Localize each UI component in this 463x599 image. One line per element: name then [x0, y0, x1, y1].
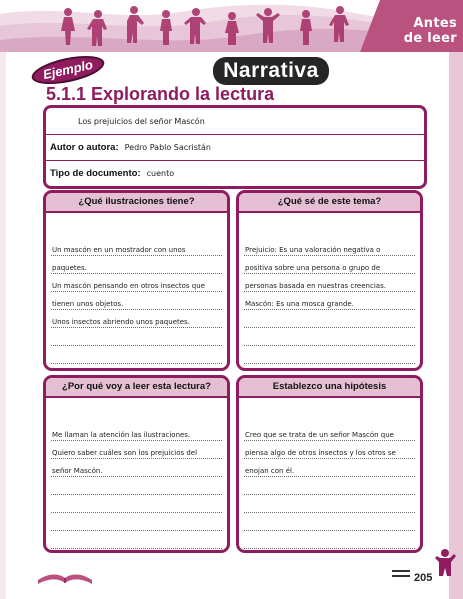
info-row-author — [46, 134, 424, 160]
reading-info-box — [43, 105, 427, 189]
hypothesis-line: enojan con él. — [245, 467, 295, 475]
ruled-line — [51, 512, 222, 513]
knowledge-line: personas basada en nuestras creencias. — [245, 282, 386, 290]
illustrations-line: Un mascón pensando en otros insectos que — [52, 282, 205, 290]
ruled-line — [51, 458, 222, 459]
left-margin-strip — [0, 52, 6, 599]
illustrations-panel — [43, 190, 230, 371]
ruled-line — [51, 273, 222, 274]
ruled-line — [244, 530, 415, 531]
genre-title: Narrativa — [213, 57, 329, 85]
knowledge-line: Mascón: Es una mosca grande. — [245, 300, 354, 308]
ruled-line — [51, 494, 222, 495]
section-title: 5.1.1 Explorando la lectura — [46, 84, 275, 104]
ruled-line — [51, 363, 222, 364]
info-row-doctype — [46, 160, 424, 186]
purpose-line: señor Mascón. — [52, 467, 103, 475]
right-margin-strip — [449, 52, 463, 599]
ruled-line — [51, 291, 222, 292]
hypothesis-line: Creo que se trata de un señor Mascón que — [245, 431, 394, 439]
page-number: 205 — [414, 572, 433, 584]
purpose-line: Quiero saber cuáles son los prejuicios del — [52, 449, 198, 457]
author-value: Pedro Pablo Sacristán — [124, 143, 211, 152]
illustrations-line: paquetes. — [52, 264, 87, 272]
info-row-title — [46, 108, 424, 134]
hypothesis-line: piensa algo de otros insectos y los otros se — [245, 449, 396, 457]
example-badge: Ejemplo — [29, 51, 106, 90]
ruled-line — [244, 309, 415, 310]
purpose-heading: ¿Por qué voy a leer esta lectura? — [46, 378, 227, 398]
ruled-line — [244, 345, 415, 346]
ruled-line — [244, 476, 415, 477]
illustrations-heading: ¿Qué ilustraciones tiene? — [46, 193, 227, 213]
purpose-body — [46, 398, 227, 551]
corner-label-line1: Antes — [413, 16, 457, 31]
ruled-line — [244, 512, 415, 513]
title-value: Los prejuicios del señor Mascón — [78, 116, 205, 126]
illustrations-body — [46, 213, 227, 369]
ruled-line — [51, 309, 222, 310]
hypothesis-heading: Establezco una hipótesis — [239, 378, 420, 398]
ruled-line — [244, 273, 415, 274]
ruled-line — [51, 327, 222, 328]
ruled-line — [244, 363, 415, 364]
ruled-line — [244, 327, 415, 328]
knowledge-heading: ¿Qué sé de este tema? — [239, 193, 420, 213]
hypothesis-body — [239, 398, 420, 551]
corner-label-line2: de leer — [403, 31, 457, 46]
knowledge-panel — [236, 190, 423, 371]
purpose-line: Me llaman la atención las ilustraciones. — [52, 431, 191, 439]
doctype-label: Tipo de documento: — [50, 168, 141, 179]
illustrations-line: Unos insectos abriendo unos paquetes. — [52, 318, 190, 326]
page-number-lines — [392, 570, 410, 582]
ruled-line — [51, 255, 222, 256]
knowledge-line: Prejuicio: Es una valoración negativa o — [245, 246, 381, 254]
doctype-value: cuento — [146, 169, 175, 178]
author-label: Autor o autora: — [50, 142, 119, 153]
hypothesis-panel — [236, 375, 423, 553]
ruled-line — [244, 494, 415, 495]
knowledge-body — [239, 213, 420, 369]
ruled-line — [51, 440, 222, 441]
knowledge-line: positiva sobre una persona o grupo de — [245, 264, 381, 272]
ruled-line — [51, 345, 222, 346]
children-silhouettes-banner — [0, 0, 463, 52]
ruled-line — [51, 530, 222, 531]
book-icon — [36, 562, 94, 586]
ruled-line — [244, 440, 415, 441]
ruled-line — [244, 548, 415, 549]
illustrations-line: Un mascón en un mostrador con unos — [52, 246, 186, 254]
ruled-line — [244, 255, 415, 256]
illustrations-line: tienen unos objetos. — [52, 300, 124, 308]
ruled-line — [51, 476, 222, 477]
corner-label — [404, 16, 457, 46]
ruled-line — [244, 291, 415, 292]
purpose-panel — [43, 375, 230, 553]
ruled-line — [51, 548, 222, 549]
top-banner — [0, 0, 463, 52]
ruled-line — [244, 458, 415, 459]
pencil-icon — [434, 548, 456, 578]
